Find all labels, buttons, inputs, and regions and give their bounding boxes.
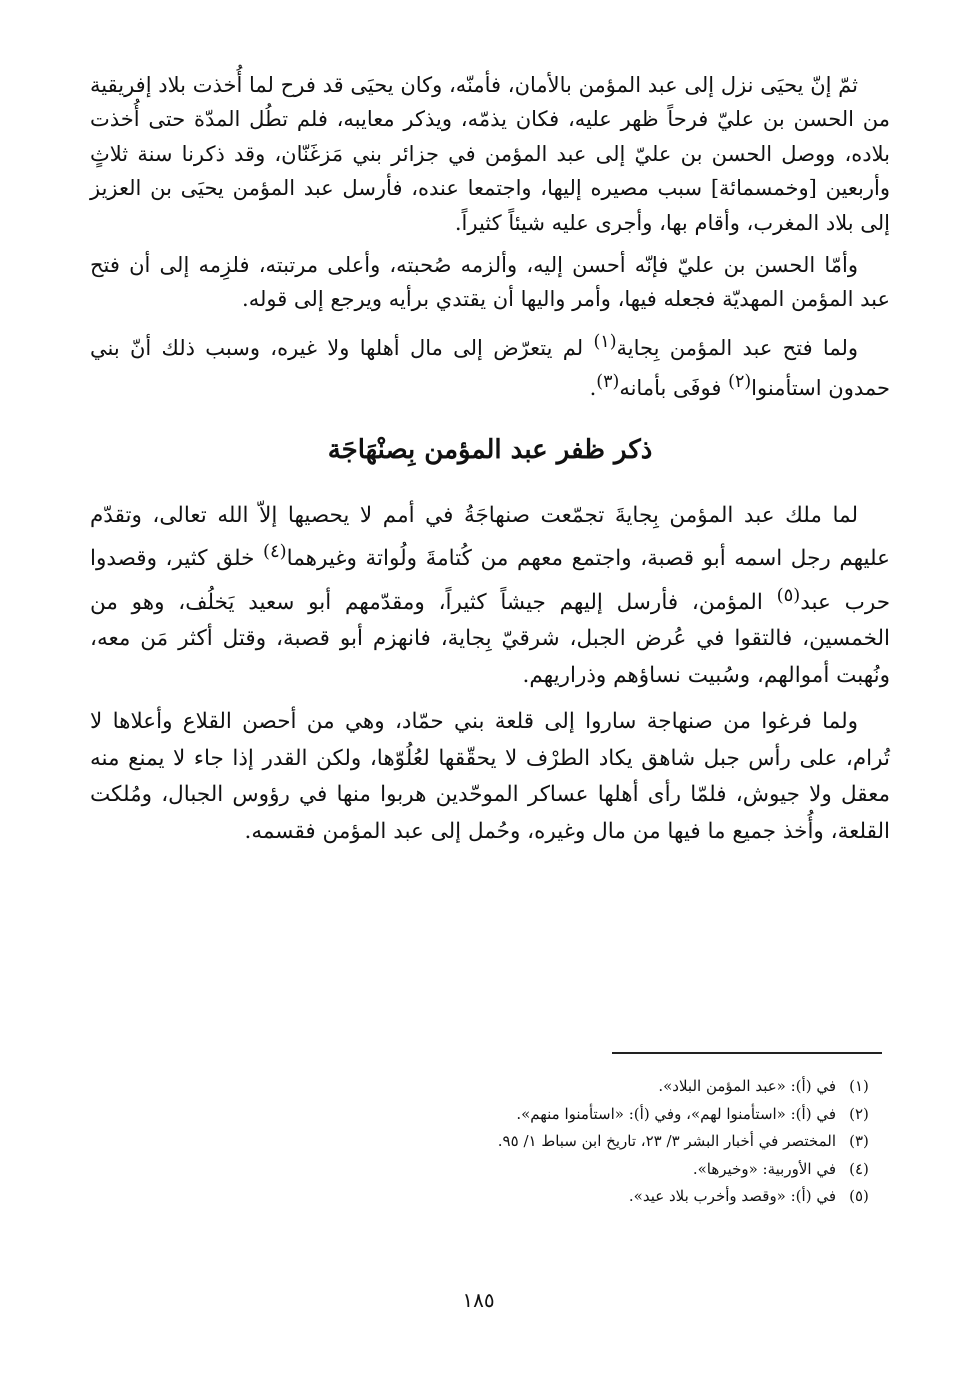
footnote-number: (٣) xyxy=(849,1132,869,1150)
paragraph-4-part-b: خلق كثير، وقصدوا حرب عبد xyxy=(90,546,890,615)
paragraph-4 xyxy=(90,498,890,695)
footnote-number: (٢) xyxy=(849,1104,869,1123)
page-number: ١٨٥ xyxy=(462,1288,495,1312)
paragraph-3-part-d: . xyxy=(589,376,597,401)
footnotes xyxy=(300,1073,882,1211)
footnote-number: (٥) xyxy=(849,1187,869,1205)
paragraph-3 xyxy=(90,325,890,406)
footnote-ref-2[interactable]: (٢) xyxy=(728,372,752,393)
footnote-3 xyxy=(300,1128,882,1156)
footnote-ref-3[interactable]: (٣) xyxy=(596,372,620,393)
footnote-text: في (أ): «وقصد وأخرب بلاد عيد». xyxy=(628,1187,836,1205)
paragraph-5: ولما فرغوا من صنهاجة ساروا إلى قلعة بني حمّاد، وهي من أحصن القلاع وأعلاها لا تُرام، على رأس جبل شاهق يكاد الطرْف لا يحقّقها لعُلُوّها، ولكن القدر إذا جاء لا يمنع منه معقل ولا جيوش، فلمّا رأى أهلها عساكر الموحّدين هربوا منها في رؤوس الجبال، ومُلكت القلعة، وأُخذ جميع ما فيها من مال وغيره، وحُمل إلى عبد المؤمن فقسمه. xyxy=(90,709,890,844)
footnote-5 xyxy=(300,1183,882,1211)
paragraph-3-part-a: ولما فتح عبد المؤمن بِجاية xyxy=(616,335,858,360)
main-text xyxy=(90,68,890,850)
footnote-ref-1[interactable]: (١) xyxy=(593,331,617,352)
footnote-text: في (أ): «استأمنوا لهم»، وفي (أ): «استأمنوا منهم». xyxy=(516,1104,836,1123)
footnote-ref-5[interactable]: (٥) xyxy=(776,584,801,606)
paragraph-2: وأمّا الحسن بن عليّ فإنّه أحسن إليه، وألزمه صُحبته، وأعلى مرتبته، فلزِمه إلى أن فتح عبد المؤمن المهديّة فجعله فيها، وأمر واليها أن يقتدي برأيه ويرجع إلى قوله. xyxy=(90,253,890,312)
paragraph-4-part-c: المؤمن، فأرسل إليهم جيشاً كثيراً، ومقدّمهم أبو سعيد يَخلُف، وهو من الخمسين، فالتقوا في عُرض الجبل، شرقيّ بِجاية، فانهزم أبو قصبة، وقتل أكثر مَن معه، ونُهبت أموالهم، وسُبيت نساؤهم وذراريهم. xyxy=(90,589,890,688)
paragraph-3-part-b: لم يتعرّض إلى مال أهلها ولا غيره، وسبب ذلك أنّ بني حمدون استأمنوا xyxy=(90,335,890,401)
footnote-4 xyxy=(300,1156,882,1184)
paragraph-4-part-a: لما ملك عبد المؤمن بِجايةَ تجمّعت صنهاجَةُ في أمم لا يحصيها إلاّ الله تعالى، وتقدّم عليهم رجل اسمه أبو قصبة، واجتمع معهم من كُتامةَ ولُواتة وغيرهما xyxy=(90,502,890,572)
footnote-2 xyxy=(300,1101,882,1129)
footnote-text: في (أ): «عبد المؤمن البلاد». xyxy=(658,1077,836,1095)
footnote-ref-4[interactable]: (٤) xyxy=(263,541,287,563)
paragraph-1: ثمّ إنّ يحيَى نزل إلى عبد المؤمن بالأمان، فأمنّه، وكان يحيَى قد فرح لما أُخذت بلاد إفريقية من الحسن بن عليّ فرحاً ظهر عليه، فكان يذمّه، ويذكر معايبه، فلم تطُل المدّة حتى أُخذت بلاده، ووصل الحسن بن عليّ إلى عبد المؤمن في جزائر بني مَزغَنّان، وقد ذكرنا سنة ثلاثٍ وأربعين [وخمسمائة] سبب مصيره إليها، واجتمعا عنده، فأرسل عبد المؤمن يحيَى بن العزيز إلى بلاد المغرب، وأقام بها، وأجرى عليه شيئاً كثيراً. xyxy=(90,73,890,235)
footnote-number: (١) xyxy=(849,1077,869,1095)
paragraph-3-part-c: فوفَى بأمانه xyxy=(619,376,729,401)
section-heading: ذكر ظفر عبد المؤمن بِصنْهَاجَة xyxy=(327,434,653,465)
footnote-text: المختصر في أخبار البشر ٣/ ٢٣، تاريخ ابن سباط ١/ ٩٥. xyxy=(497,1132,836,1150)
footnote-divider xyxy=(612,1052,882,1054)
footnote-1 xyxy=(300,1073,882,1101)
footnote-number: (٤) xyxy=(849,1159,869,1178)
footnote-text: في الأوربية: «وخيرها». xyxy=(692,1159,836,1178)
